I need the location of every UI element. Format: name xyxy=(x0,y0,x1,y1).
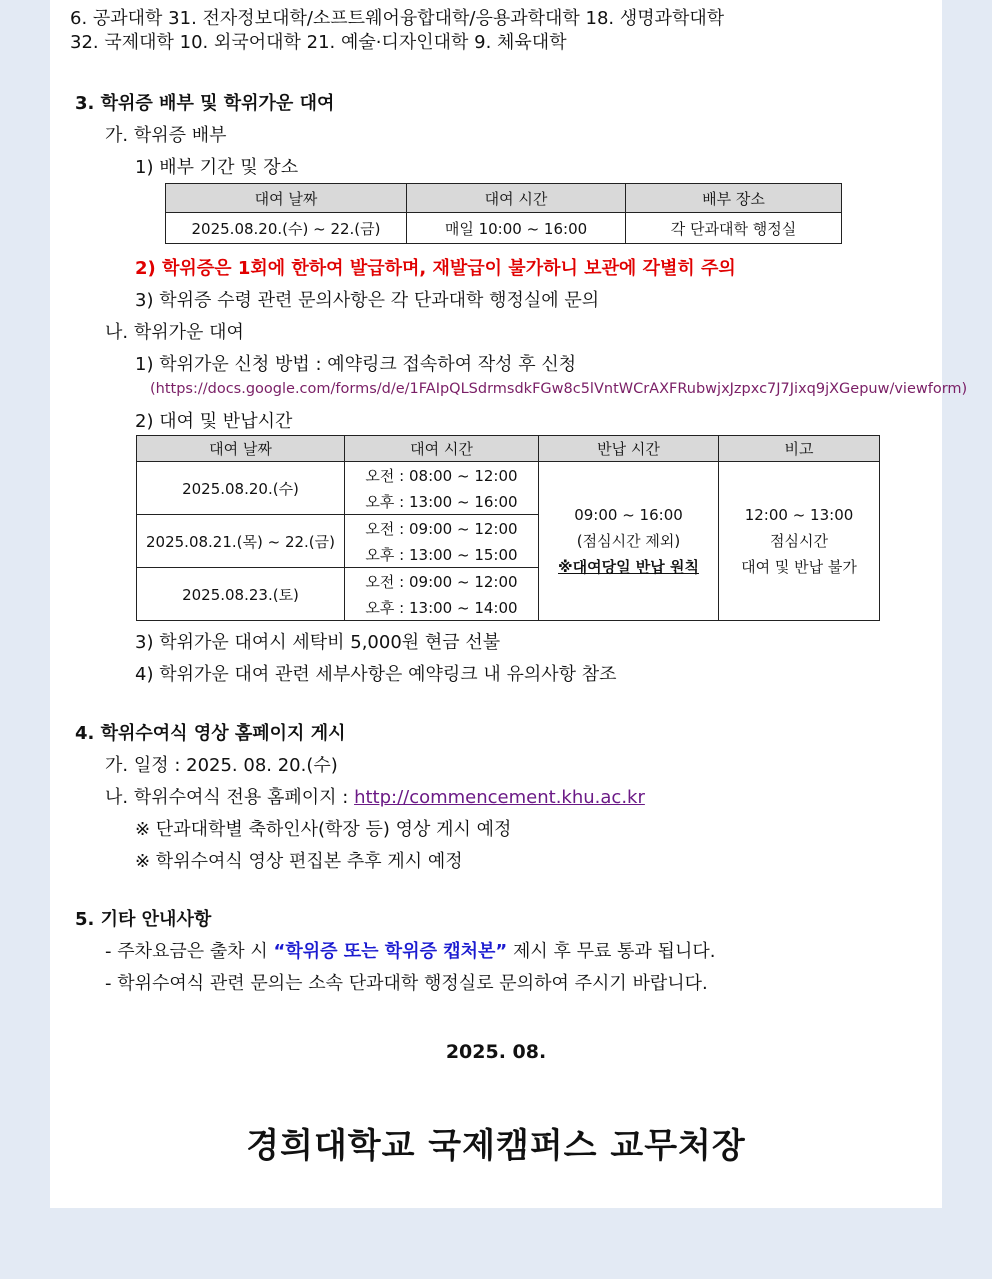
reservation-link[interactable]: (https://docs.google.com/forms/d/e/1FAIpQLSdrmsdkFGw8c5lVntWCrAXFRubwjxJzpxc7J7Jixq9jXGepuw/viewform) xyxy=(150,381,968,397)
parking-highlight: “학위증 또는 학위증 캡처본” xyxy=(273,941,508,962)
document-page xyxy=(50,0,968,1208)
table2-row3-date: 2025.08.23.(토) xyxy=(137,568,345,621)
parking-text-suffix: 제시 후 무료 통과 됩니다. xyxy=(507,941,716,962)
return-lunch-excluded: (점심시간 제외) xyxy=(576,532,681,550)
section-5-title: 5. 기타 안내사항 xyxy=(75,909,212,930)
section-5-item-2: - 학위수여식 관련 문의는 소속 단과대학 행정실로 문의하여 주시기 바랍니다. xyxy=(105,973,708,994)
section-3b-item-3: 3) 학위가운 대여시 세탁비 5,000원 현금 선불 xyxy=(135,632,501,653)
section-3a-title: 가. 학위증 배부 xyxy=(105,125,227,146)
return-same-day-rule: ※대여당일 반납 원칙 xyxy=(558,558,699,576)
section-3b-item-4: 4) 학위가운 대여 관련 세부사항은 예약링크 내 유의사항 참조 xyxy=(135,664,617,685)
table2-row2-date: 2025.08.21.(목) ~ 22.(금) xyxy=(137,515,345,568)
section-3a-item-3: 3) 학위증 수령 관련 문의사항은 각 단과대학 행정실에 문의 xyxy=(135,290,600,311)
table2-header-date: 대여 날짜 xyxy=(137,436,345,462)
section-4-note-1: ※ 단과대학별 축하인사(학장 등) 영상 게시 예정 xyxy=(135,819,512,840)
table2-note-cell xyxy=(719,462,880,621)
table1-cell-place: 각 단과대학 행정실 xyxy=(626,213,842,244)
return-time: 09:00 ~ 16:00 xyxy=(574,506,683,524)
note-time: 12:00 ~ 13:00 xyxy=(744,506,854,524)
section-4b xyxy=(105,783,645,809)
section-3b-item-2: 2) 대여 및 반납시간 xyxy=(135,411,293,432)
table2-header-return: 반납 시간 xyxy=(539,436,719,462)
table2-row3-am: 오전 : 09:00 ~ 12:00 xyxy=(345,568,539,595)
table2-return-cell xyxy=(539,462,719,621)
section-4a: 가. 일정 : 2025. 08. 20.(수) xyxy=(105,755,338,776)
table2-row3-pm: 오후 : 13:00 ~ 14:00 xyxy=(345,594,539,621)
college-list-line-1: 6. 공과대학 31. 전자정보대학/소프트웨어융합대학/응용과학대학 18. 생명과학대학 xyxy=(70,8,725,29)
table1-cell-date: 2025.08.20.(수) ~ 22.(금) xyxy=(166,213,407,244)
parking-text-prefix: - 주차요금은 출차 시 xyxy=(105,941,274,962)
table2-header-note: 비고 xyxy=(719,436,880,462)
table1-header-place: 배부 장소 xyxy=(626,184,842,213)
note-lunch: 점심시간 xyxy=(770,532,828,550)
table1-header-date: 대여 날짜 xyxy=(166,184,407,213)
table2-row1-am: 오전 : 08:00 ~ 12:00 xyxy=(345,462,539,489)
diploma-warning: 2) 학위증은 1회에 한하여 발급하며, 재발급이 불가하니 보관에 각별히 주의 xyxy=(135,258,736,279)
section-4-note-2: ※ 학위수여식 영상 편집본 추후 게시 예정 xyxy=(135,851,463,872)
section-3b-title: 나. 학위가운 대여 xyxy=(105,322,244,343)
table2-row2-pm: 오후 : 13:00 ~ 15:00 xyxy=(345,541,539,568)
gown-rental-table xyxy=(136,435,880,621)
section-3a-item-1: 1) 배부 기간 및 장소 xyxy=(135,157,299,178)
table2-row1-pm: 오후 : 13:00 ~ 16:00 xyxy=(345,488,539,515)
homepage-label: 나. 학위수여식 전용 홈페이지 : xyxy=(105,787,355,808)
section-4-title: 4. 학위수여식 영상 홈페이지 게시 xyxy=(75,723,346,744)
table1-cell-time: 매일 10:00 ~ 16:00 xyxy=(407,213,626,244)
diploma-distribution-table xyxy=(165,183,842,244)
section-3-title: 3. 학위증 배부 및 학위가운 대여 xyxy=(75,93,335,114)
signature: 경희대학교 국제캠퍼스 교무처장 xyxy=(246,1126,746,1166)
homepage-link[interactable]: http://commencement.khu.ac.kr xyxy=(354,787,645,808)
college-list-line-2: 32. 국제대학 10. 외국어대학 21. 예술·디자인대학 9. 체육대학 xyxy=(70,32,567,53)
note-unavailable: 대여 및 반납 불가 xyxy=(741,558,857,576)
section-5-item-1 xyxy=(105,937,715,963)
table2-row2-am: 오전 : 09:00 ~ 12:00 xyxy=(345,515,539,542)
document-date: 2025. 08. xyxy=(445,1041,547,1063)
section-3b-item-1: 1) 학위가운 신청 방법 : 예약링크 접속하여 작성 후 신청 xyxy=(135,354,577,375)
table2-row1-date: 2025.08.20.(수) xyxy=(137,462,345,515)
table2-header-time: 대여 시간 xyxy=(345,436,539,462)
table1-header-time: 대여 시간 xyxy=(407,184,626,213)
